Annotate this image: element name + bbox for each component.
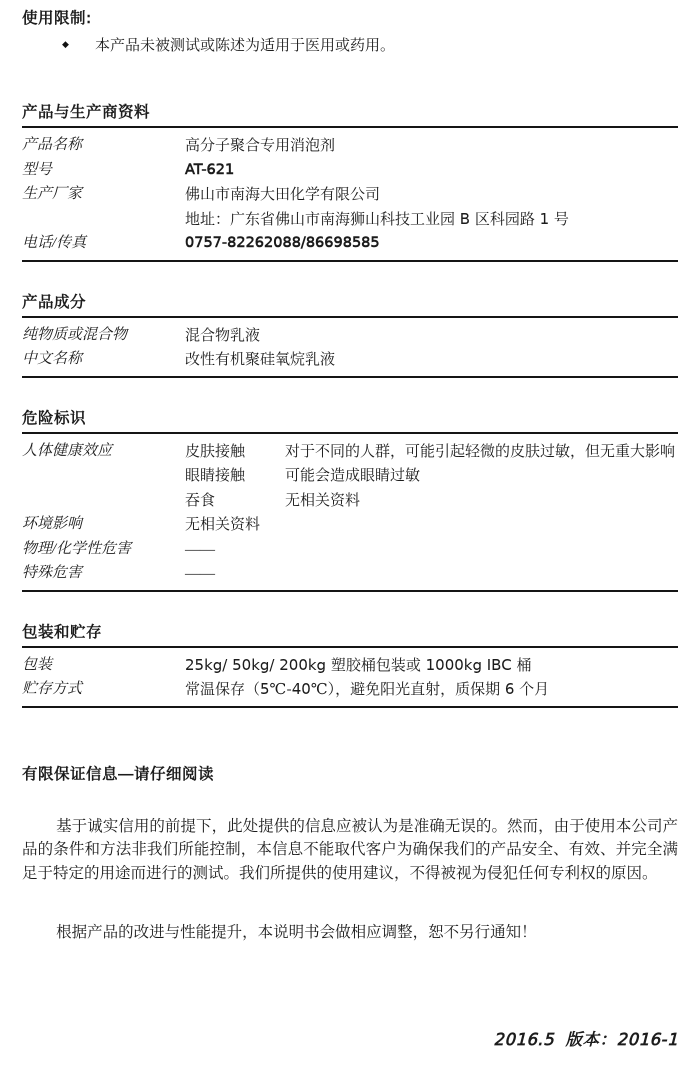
version-stamp: 2016.5 版本：2016-1 <box>493 1030 678 1049</box>
row-value: 可能会造成眼睛过敏 <box>285 466 421 484</box>
table-row <box>22 537 678 562</box>
row-value: 0757-82262088/86698585 <box>185 235 380 251</box>
section-product-info <box>22 102 678 262</box>
table-row <box>22 512 678 537</box>
row-sublabel: —— <box>185 539 215 558</box>
table-row <box>22 207 678 232</box>
row-value <box>285 512 678 537</box>
table-row <box>22 561 678 586</box>
divider <box>22 706 678 708</box>
row-sublabel: 眼睛接触 <box>185 466 246 484</box>
table-row <box>22 182 678 207</box>
row-value: AT-621 <box>185 161 235 178</box>
row-value: 地址：广东省佛山市南海狮山科技工业园 B 区科园路 1 号 <box>185 209 569 228</box>
row-value: 高分子聚合专用消泡剂 <box>185 136 336 154</box>
row-sublabel: 吞食 <box>185 490 216 509</box>
row-label: 生产厂家 <box>22 186 83 202</box>
table-row <box>22 231 678 256</box>
row-label: 型号 <box>22 161 53 178</box>
row-value: 对于不同的人群，可能引起轻微的皮肤过敏，但无重大影响 <box>285 441 676 460</box>
table-row <box>22 488 678 513</box>
row-value: 混合物乳液 <box>185 325 261 344</box>
table-row <box>22 463 678 488</box>
row-sublabel: —— <box>185 564 215 582</box>
row-label: 纯物质或混合物 <box>22 326 128 343</box>
row-label: 包装 <box>22 656 53 673</box>
row-label: 贮存方式 <box>22 681 83 697</box>
table-row <box>22 347 678 372</box>
row-label: 人体健康效应 <box>22 442 113 459</box>
table-row <box>22 133 678 158</box>
diamond-bullet-icon: ◆ <box>62 40 69 50</box>
row-label: 物理/化学性危害 <box>22 540 132 557</box>
usage-restriction-item <box>22 35 678 55</box>
packaging-heading: 包装和贮存 <box>22 622 103 641</box>
row-sublabel: 无相关资料 <box>185 515 261 533</box>
hazard-heading: 危险标识 <box>22 408 87 427</box>
section-hazard <box>22 408 678 592</box>
row-sublabel: 皮肤接触 <box>185 441 246 460</box>
table-row <box>22 323 678 348</box>
table-row <box>22 677 678 702</box>
row-value: 佛山市南海大田化学有限公司 <box>185 185 381 203</box>
row-label <box>22 207 185 232</box>
row-label: 特殊危害 <box>22 565 83 581</box>
warranty-heading: 有限保证信息—请仔细阅读 <box>22 764 215 783</box>
table-row <box>22 158 678 183</box>
section-warranty <box>22 764 678 945</box>
divider <box>22 590 678 592</box>
section-composition <box>22 292 678 378</box>
divider <box>22 376 678 378</box>
row-value <box>285 561 678 586</box>
row-value: 25kg/ 50kg/ 200kg 塑胶桶包装或 1000kg IBC 桶 <box>185 655 532 674</box>
product-info-table <box>22 128 678 260</box>
packaging-table <box>22 648 678 706</box>
warranty-paragraph-2: 根据产品的改进与性能提升，本说明书会做相应调整，恕不另行通知！ <box>56 923 537 941</box>
usage-restriction-heading: 使用限制: <box>22 9 92 27</box>
row-label: 电话/传真 <box>22 235 87 251</box>
section-usage-restriction <box>22 8 678 55</box>
row-label: 环境影响 <box>22 516 83 532</box>
product-info-heading: 产品与生产商资料 <box>22 103 151 121</box>
composition-heading: 产品成分 <box>22 292 87 311</box>
warranty-paragraph-1: 基于诚实信用的前提下，此处提供的信息应被认为是准确无误的。然而，由于使用本公司产品的条件和方法非我们所能控制，本信息不能取代客户为确保我们的产品安全、有效、并完全满足于特定的用途而进行的测试。我们所提供的使用建议，不得被视为侵犯任何专利权的原因。 <box>22 816 678 882</box>
row-value <box>285 537 678 562</box>
row-value: 无相关资料 <box>285 490 361 509</box>
section-packaging <box>22 622 678 708</box>
table-row <box>22 439 678 464</box>
composition-table <box>22 318 678 376</box>
table-row <box>22 653 678 678</box>
hazard-table <box>22 434 678 590</box>
row-label: 产品名称 <box>22 137 83 153</box>
row-label <box>22 488 185 513</box>
usage-restriction-text: 本产品未被测试或陈述为适用于医用或药用。 <box>95 36 396 54</box>
row-label: 中文名称 <box>22 351 83 367</box>
row-label <box>22 463 185 488</box>
row-value: 改性有机聚硅氧烷乳液 <box>185 350 336 368</box>
divider <box>22 260 678 262</box>
row-value: 常温保存（5℃-40℃），避免阳光直射，质保期 6 个月 <box>185 680 550 698</box>
